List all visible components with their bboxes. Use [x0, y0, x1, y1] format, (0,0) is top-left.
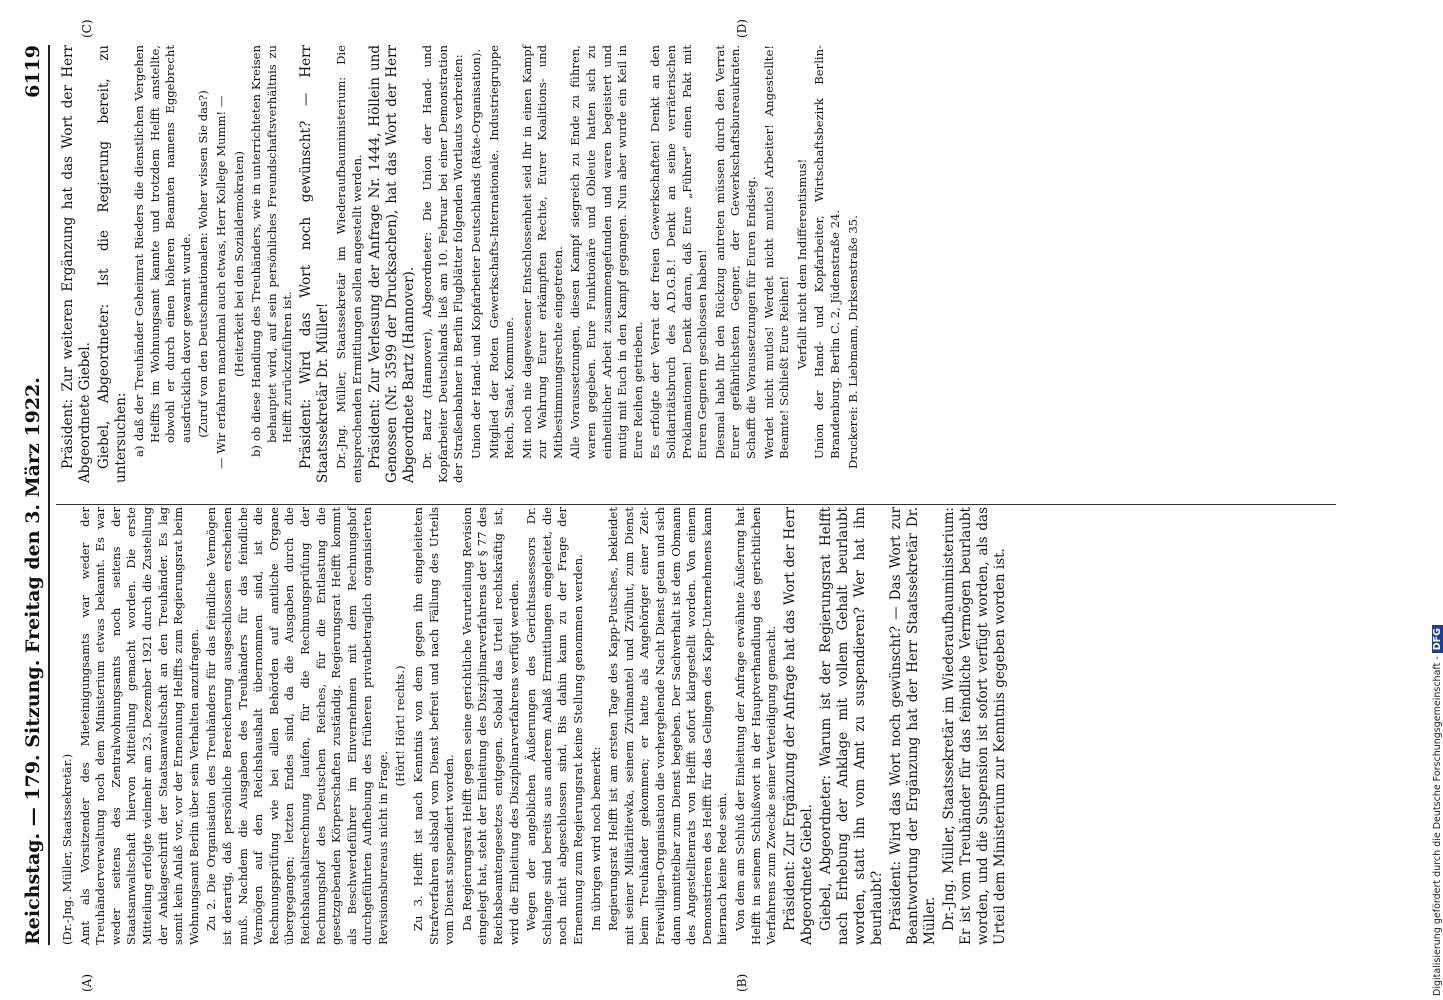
list-item: a) daß der Treuhänder Geheimrat Rieders die dienstlichen Vergehen Helffts im Wohnungsamt kannte und trotzdem Helfft anstellte, obwohl er durch einen höheren Beamten namens Eggebrecht ausdrücklich davor gewarnt wurde. [132, 45, 193, 457]
leaflet-line: Mit noch nie dagewesener Entschlossenheit seid Ihr in einen Kampf zur Wahrung Eurer erkämpften Rechte, Eurer Koalitions- und Mitbestimmungsrechte eingetreten. [519, 45, 565, 459]
paragraph: Regierungsrat Helfft ist am ersten Tage des Kapp-Putsches, bekleidet mit seiner Militärlitewka, seinem Zivilmantel und Zivilhut, zum Dienst beim Treuhänder gekommen; er hatte als Angehöriger einer Zeit-Freiwilligen-Organisation die vorhergehende Nacht Dienst getan und sich dann unmittelbar zum Dienst begeben. Der Sachverhalt ist dem Obmann des Angestelltenrats von Helfft sofort klargestellt worden. Von einem Demonstrieren des Helfft für das Gelingen des Kapp-Unternehmens kann hiernach keine Rede sein. [606, 507, 730, 945]
interjection: (Zuruf von den Deutschnationalen: Woher wissen Sie das?) [196, 90, 211, 438]
right-column [60, 45, 1330, 483]
paragraph: Dr. Bartz (Hannover), Abgeordneter: Die Union der Hand- und Kopfarbeiter Deutschlands ließ am 10. Februar bei einer Demonstration der Straßenbahner in Berlin Flugblätter folgenden Wortlauts verbreiten: [420, 45, 466, 483]
printer-note: Druckerei: B. Liebmann, Dirksenstraße 35. [845, 215, 860, 469]
speaker-paragraph: Giebel, Abgeordneter: Warum ist der Regierungsrat Helfft nach Erhebung der Anklage mit vollem Gehalt beurlaubt worden, statt ihn vom Amt zu suspendieren? Wer hat ihn beurlaubt? [817, 507, 885, 945]
margin-marker-b: (B) [735, 973, 749, 992]
leaflet-line: Union der Hand- und Kopfarbeiter Deutschlands (Räte-Organisation). [468, 48, 483, 459]
paragraph: Von dem am Schluß der Einleitung der Anfrage erwähnte Äußerung hat Helfft in seinem Schlußwort in der Hauptverhandlung des gerichtlichen Verfahrens zum Zwecke seiner Verteidigung gemacht. [732, 507, 779, 945]
list-item: b) ob diese Handlung des Treuhänders, wie in unterrichteten Kreisen behauptet wird, auf sein persönliches Freundschaftsverhältnis zu Helfft zurückzuführen ist. [249, 45, 295, 457]
interjection: (Heiterkeit bei den Sozialdemokraten) [231, 151, 246, 377]
interjection: (Hört! Hört! rechts.) [393, 665, 408, 787]
left-column [60, 507, 1330, 945]
digitization-text: Digitalisierung gefördert durch die Deutsche Forschungsgemeinschaft - [1432, 656, 1443, 996]
paragraph: Zu 3. Helfft ist nach Kenntnis von dem gegen ihn eingeleiteten Strafverfahren alsbald vom Dienst befreit und nach Fällung des Urteils vom Dienst suspendiert worden. [411, 507, 457, 945]
speaker-paragraph: Präsident: Wird das Wort noch gewünscht? — Herr Staatssekretär Dr. Müller! [297, 45, 331, 483]
leaflet-signature: Union der Hand- und Kopfarbeiter, Wirtschaftsbezirk Berlin-Brandenburg. Berlin C. 2, Jüdenstraße 24. [812, 45, 842, 459]
page-number: 6119 [22, 45, 44, 98]
paragraph: Zu 2. Die Organisation des Treuhänders für das feindliche Vermögen ist derartig, daß persönliche Bereicherung ausgeschlossen erscheinen muß. Nachdem die Ausgaben des Treuhänders für das feindliche Vermögen auf den Reichshaushalt übernommen sind, ist die Rechnungsprüfung wie bei allen Behörden auf amtliche Organe übergegangen; letzten Endes sind, da die Ausgaben durch die Reichshaushaltsrechnung laufen, für die Rechnungsprüfung der Rechnungshof des Deutschen Reiches, für die Entlastung die gesetzgebenden Körperschaften zuständig. Regierungsrat Helfft kommt als Beschwerdeführer im Einvernehmen mit dem Rechnungshof durchgeführten Aufhebung des früheren privatbetraglich organisierten Revisionsbureaus nicht in Frage. [204, 507, 390, 945]
leaflet-line: Verfallt nicht dem Indifferentismus! [794, 158, 809, 370]
speaker-paragraph: Präsident: Wird das Wort noch gewünscht? — Das Wort zur Beantwortung der Ergänzung hat der Herr Staatssekretär Dr. Müller. [887, 507, 938, 945]
header-title: Reichstag. — 179. Sitzung. Freitag den 3. März 1922. [22, 377, 44, 945]
header-rule [48, 45, 50, 945]
leaflet-line: Alle Voraussetzungen, diesen Kampf siegreich zu Ende zu führen, waren gegeben. Eure Funktionäre und Obleute hatten sich zu einheitlicher Arbeit zusammengefunden und waren begeistert und mutig mit Euch in den Kampf gegangen. Nun aber wurde ein Keil in Eure Reihen getrieben. [568, 45, 645, 459]
speaker-paragraph: Präsident: Zur weiteren Ergänzung hat das Wort der Herr Abgeordnete Giebel. [60, 45, 93, 483]
column-divider [56, 504, 1336, 505]
margin-marker-c: (C) [80, 19, 94, 38]
paragraph: Da Regierungsrat Helfft gegen seine gerichtliche Verurteilung Revision eingelegt hat, steht der Einleitung des Disziplinarverfahrens der § 77 des Reichsbeamtengesetzes entgegen. Sobald das Urteil rechtskräftig ist, wird die Einleitung des Disziplinarverfahrens verfügt werden. [459, 507, 521, 945]
speaker-paragraph: Giebel, Abgeordneter: Ist die Regierung bereit, zu untersuchen: [96, 45, 129, 483]
dfg-logo: DFG [1432, 625, 1443, 653]
speaker-paragraph: Präsident: Zur Verlesung der Anfrage Nr. 1444, Höllein und Genossen (Nr. 3599 der Drucksachen), hat das Wort der Herr Abgeordnete Bartz (Hannover). [367, 45, 418, 483]
paragraph: Im übrigen wird noch bemerkt: [588, 746, 603, 931]
margin-marker-d: (D) [735, 19, 749, 38]
paragraph: (Dr.-Jng. Müller, Staatssekretär.) [60, 753, 74, 945]
paragraph: Amt als Vorsitzender des Mieteinigungsamts war weder der Treuhänderverwaltung noch dem Ministerium etwas bekannt. Es war weder seitens des Zentralwohnungsamts noch seitens der Staatsanwaltschaft hiervon Mitteilung gemacht worden. Die erste Mitteilung erfolgte vielmehr am 23. Dezember 1921 durch die Zustellung der Anklageschrift der Staatsanwaltschaft an den Treuhänder. Es lag somit kein Anlaß vor, vor der Ernennung Helffts zum Regierungsrat beim Wohnungsamt Berlin über sein Verhalten anzufragen. [77, 507, 201, 945]
digitization-note [1418, 0, 1443, 1000]
leaflet-line: Diesmal habt Ihr den Rückzug antreten müssen durch den Verrat Eurer gefährlichsten Gegner, der Gewerkschaftsbureaukraten. Schafft die Voraussetzungen für Euren Endsieg. [712, 45, 758, 459]
leaflet-line: Werdet nicht mutlos! Werdet nicht mutlos! Arbeiter! Angestellte! Beamte! Schließt Eure Reihen! [761, 45, 792, 459]
paragraph: — Wir erfahren manchmal auch etwas, Herr Kollege Mumm! — [213, 95, 228, 469]
speaker-paragraph: Dr.-Jng. Müller, Staatssekretär im Wiederaufbauministerium: Er ist vom Treuhänder für das feindliche Vermögen beurlaubt worden, und die Suspension ist sofort verfügt worden, als das Urteil dem Ministerium zur Kenntnis gegeben worden ist. [940, 507, 1008, 945]
margin-marker-a: (A) [80, 973, 94, 992]
page-header [18, 45, 48, 945]
paragraph: Wegen der angeblichen Äußerungen des Gerichtsassessors Dr. Schlange sind bereits aus anderem Anlaß Ermittlungen eingeleitet, die noch nicht abgeschlossen sind. Bis dahin kann zu der Frage der Ernennung zum Regierungsrat keine Stellung genommen werden. [524, 507, 585, 945]
leaflet-line: Es erfolgte der Verrat der freien Gewerkschaften! Denkt an den Solidaritätsbruch des A.D.G.B.! Denkt an seine verräterischen Proklamationen! Denkt daran, daß Eure „Führer“ einen Pakt mit Euren Gegnern geschlossen haben! [648, 45, 710, 459]
paragraph: Dr.-Jng. Müller, Staatssekretär im Wiederaufbauministerium: Die entsprechenden Ermittlungen sollen angestellt werden. [333, 45, 364, 483]
speaker-paragraph: Präsident: Zur Ergänzung der Anfrage hat das Wort der Herr Abgeordnete Giebel. [781, 507, 815, 945]
leaflet-line: Mitglied der Roten Gewerkschafts-Internationale. Industriegruppe Reich, Staat, Kommune. [486, 45, 517, 459]
